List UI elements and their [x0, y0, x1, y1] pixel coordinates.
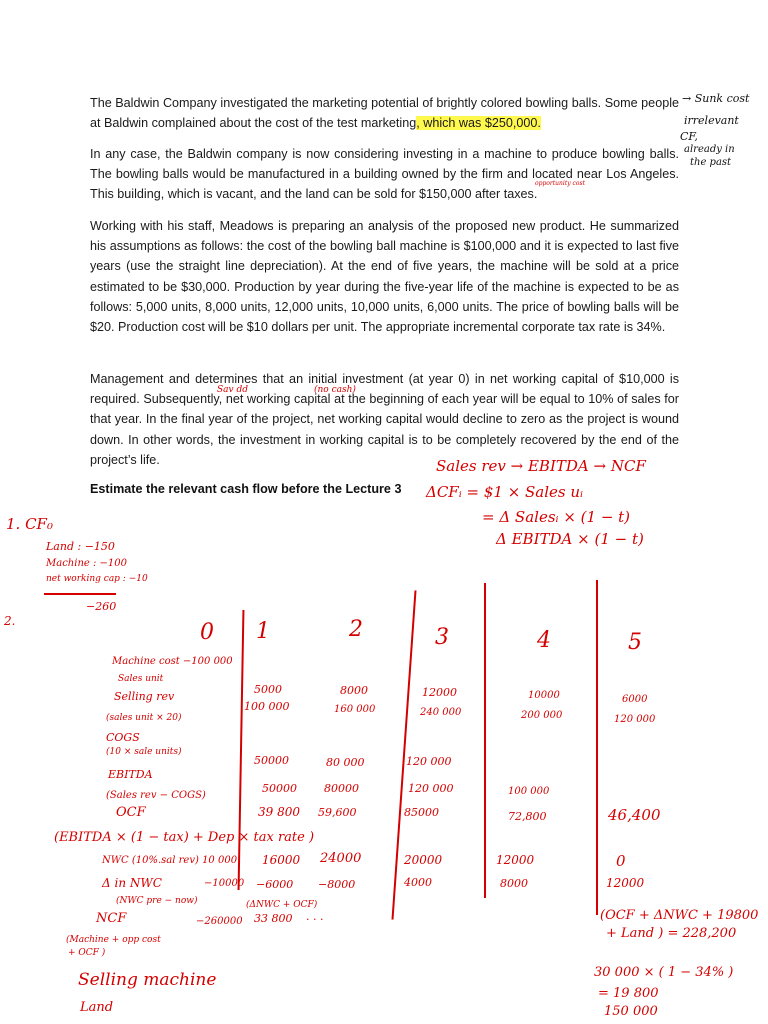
revenue-year-5: 120 000	[614, 714, 656, 725]
delta-nwc-year-2: −8000	[318, 878, 356, 891]
year-1-header: 1	[256, 619, 270, 644]
cogs-year-1: 50000	[254, 754, 289, 767]
final-ncf-note-2: + Land ) = 228,200	[606, 926, 737, 941]
table-divider-3	[484, 583, 486, 898]
salvage-land-value: 150 000	[604, 1004, 658, 1019]
section-1-label: 1. CF₀	[6, 515, 53, 533]
ebitda-year-4: 100 000	[508, 786, 550, 797]
note-sav-dd: Sav dd	[217, 385, 248, 395]
ocf-year-1: 39 800	[258, 805, 300, 819]
units-year-2: 8000	[340, 684, 368, 697]
cf0-total: −260	[86, 600, 117, 613]
paragraph-working-capital: Management and determines that an initial investment (at year 0) in net working capital of $10,000 is required. Subsequently, net working capital at the beginning of each year will be equal to 10% of sales for that year. In the final year of the project, net working capital would decline to zero as the project is wound down. In other words, the investment in working capital is to be completely recovered by the end of the project’s life.	[90, 372, 679, 467]
nwc-year-4: 12000	[496, 853, 535, 867]
row-delta-nwc: Δ in NWC	[102, 876, 162, 890]
nwc-year-1: 16000	[262, 853, 301, 867]
cf0-land: Land : −150	[46, 540, 115, 553]
year-2-header: 2	[349, 617, 363, 642]
row-selling-rev: Selling rev	[114, 690, 175, 703]
paragraph-intro	[90, 93, 679, 133]
revenue-year-2: 160 000	[334, 704, 376, 715]
revenue-year-1: 100 000	[244, 700, 290, 713]
table-divider-4	[596, 580, 598, 915]
formula-line-3: = Δ Salesᵢ × (1 − t)	[482, 508, 631, 526]
note-irrelevant: irrelevant	[684, 114, 739, 127]
note-opportunity-cost: opportunity cost	[535, 180, 586, 187]
units-year-5: 6000	[622, 694, 648, 705]
cf0-nwc: net working cap : −10	[46, 574, 148, 584]
ocf-year-5: 46,400	[608, 806, 661, 824]
row-ncf: NCF	[96, 911, 127, 926]
cf0-sum-line	[44, 593, 116, 595]
units-year-1: 5000	[254, 683, 282, 696]
salvage-calc-1: 30 000 × ( 1 − 34% )	[594, 965, 734, 980]
note-the-past: the past	[690, 157, 732, 168]
year-0-header: 0	[200, 620, 214, 645]
cogs-year-2: 80 000	[326, 756, 365, 769]
revenue-year-3: 240 000	[420, 707, 462, 718]
delta-nwc-year-4: 8000	[500, 877, 528, 890]
ncf-formula-note: (ΔNWC + OCF)	[246, 900, 318, 910]
year-5-header: 5	[628, 630, 642, 655]
paragraph-assumptions: Working with his staff, Meadows is preparing an analysis of the proposed new product. He summarized his assumptions as follows: the cost of the bowling ball machine is $100,000 and it is expected to last five years (use the straight line depreciation). At the end of five years, the machine will be sold at a price estimated to be $30,000. Production by year during the five-year life of the machine is expected to be as follows: 5,000 units, 8,000 units, 12,000 units, 10,000 units, 6,000 units. The price of bowling balls will be $20. Production cost will be $10 dollars per unit. The appropriate incremental corporate tax rate is 34%.	[90, 219, 679, 335]
row-ebitda: EBITDA	[108, 768, 153, 781]
note-already-in: already in	[684, 144, 735, 155]
highlighted-text: , which was $250,000.	[416, 116, 541, 131]
units-year-4: 10000	[528, 690, 560, 701]
row-ocf-formula: (EBITDA × (1 − tax) + Dep × tax rate )	[54, 830, 315, 845]
row-sales-unit: Sales unit	[118, 674, 164, 684]
revenue-year-4: 200 000	[521, 710, 563, 721]
year-4-header: 4	[537, 628, 551, 653]
cogs-year-3: 120 000	[406, 755, 452, 768]
ncf-ellipsis: . . .	[306, 910, 324, 923]
ocf-year-2: 59,600	[318, 806, 357, 819]
row-cogs: COGS	[106, 731, 140, 744]
delta-nwc-year-5: 12000	[606, 876, 645, 890]
row-machine-cost: Machine cost −100 000	[112, 656, 233, 667]
row-land: Land	[80, 1000, 114, 1015]
year-3-header: 3	[435, 625, 449, 650]
row-selling-machine: Selling machine	[78, 970, 217, 990]
note-cf: CF,	[680, 130, 698, 143]
note-sunk-cost: → Sunk cost	[682, 92, 750, 105]
row-ocf: OCF	[116, 805, 146, 820]
ebitda-year-2: 80000	[324, 782, 359, 795]
ocf-year-3: 85000	[404, 806, 439, 819]
row-selling-rev-formula: (sales unit × 20)	[106, 713, 182, 723]
row-ncf-formula-1: (Machine + opp cost	[66, 935, 161, 945]
nwc-year-2: 24000	[320, 851, 362, 866]
units-year-3: 12000	[422, 686, 457, 699]
task-heading: Estimate the relevant cash flow before the Lecture 3	[90, 482, 402, 496]
row-delta-nwc-formula: (NWC pre − now)	[116, 896, 198, 906]
ebitda-year-1: 50000	[262, 782, 297, 795]
ebitda-year-3: 120 000	[408, 782, 454, 795]
formula-line-4: Δ EBITDA × (1 − t)	[496, 530, 644, 548]
delta-nwc-year-3: 4000	[404, 876, 432, 889]
intro-text: The Baldwin Company investigated the marketing potential of brightly colored bowling balls. Some people at Baldwin complained about the cost of the test marketing	[90, 96, 679, 131]
nwc-year-5: 0	[616, 852, 626, 870]
row-ncf-formula-2: + OCF )	[68, 948, 106, 958]
ncf-year-0: −260000	[196, 916, 243, 927]
table-divider-1	[238, 610, 245, 890]
ncf-year-1: 33 800	[254, 912, 293, 925]
paragraph-machine: In any case, the Baldwin company is now considering investing in a machine to produce bowling balls. The bowling balls would be manufactured in a building owned by the firm and located near Los Angeles. This building, which is vacant, and the land can be sold for $150,000 after taxes.	[90, 147, 679, 202]
note-no-cash: (no cash)	[314, 385, 356, 395]
ocf-year-4: 72,800	[508, 810, 547, 823]
row-cogs-formula: (10 × sale units)	[106, 747, 182, 757]
formula-line-2: ΔCFᵢ = $1 × Sales uᵢ	[426, 483, 584, 501]
cf0-machine: Machine : −100	[46, 558, 127, 569]
salvage-calc-2: = 19 800	[598, 986, 659, 1001]
row-ebitda-formula: (Sales rev − COGS)	[106, 790, 206, 801]
section-2-label: 2.	[4, 614, 16, 628]
formula-line-1: Sales rev → EBITDA → NCF	[436, 457, 646, 475]
final-ncf-note-1: (OCF + ΔNWC + 19800	[600, 908, 759, 923]
nwc-year-3: 20000	[404, 853, 443, 867]
delta-nwc-year-1: −6000	[256, 878, 294, 891]
delta-nwc-year-0: −10000	[204, 878, 245, 889]
row-nwc: NWC (10%.sal rev) 10 000	[102, 855, 238, 866]
